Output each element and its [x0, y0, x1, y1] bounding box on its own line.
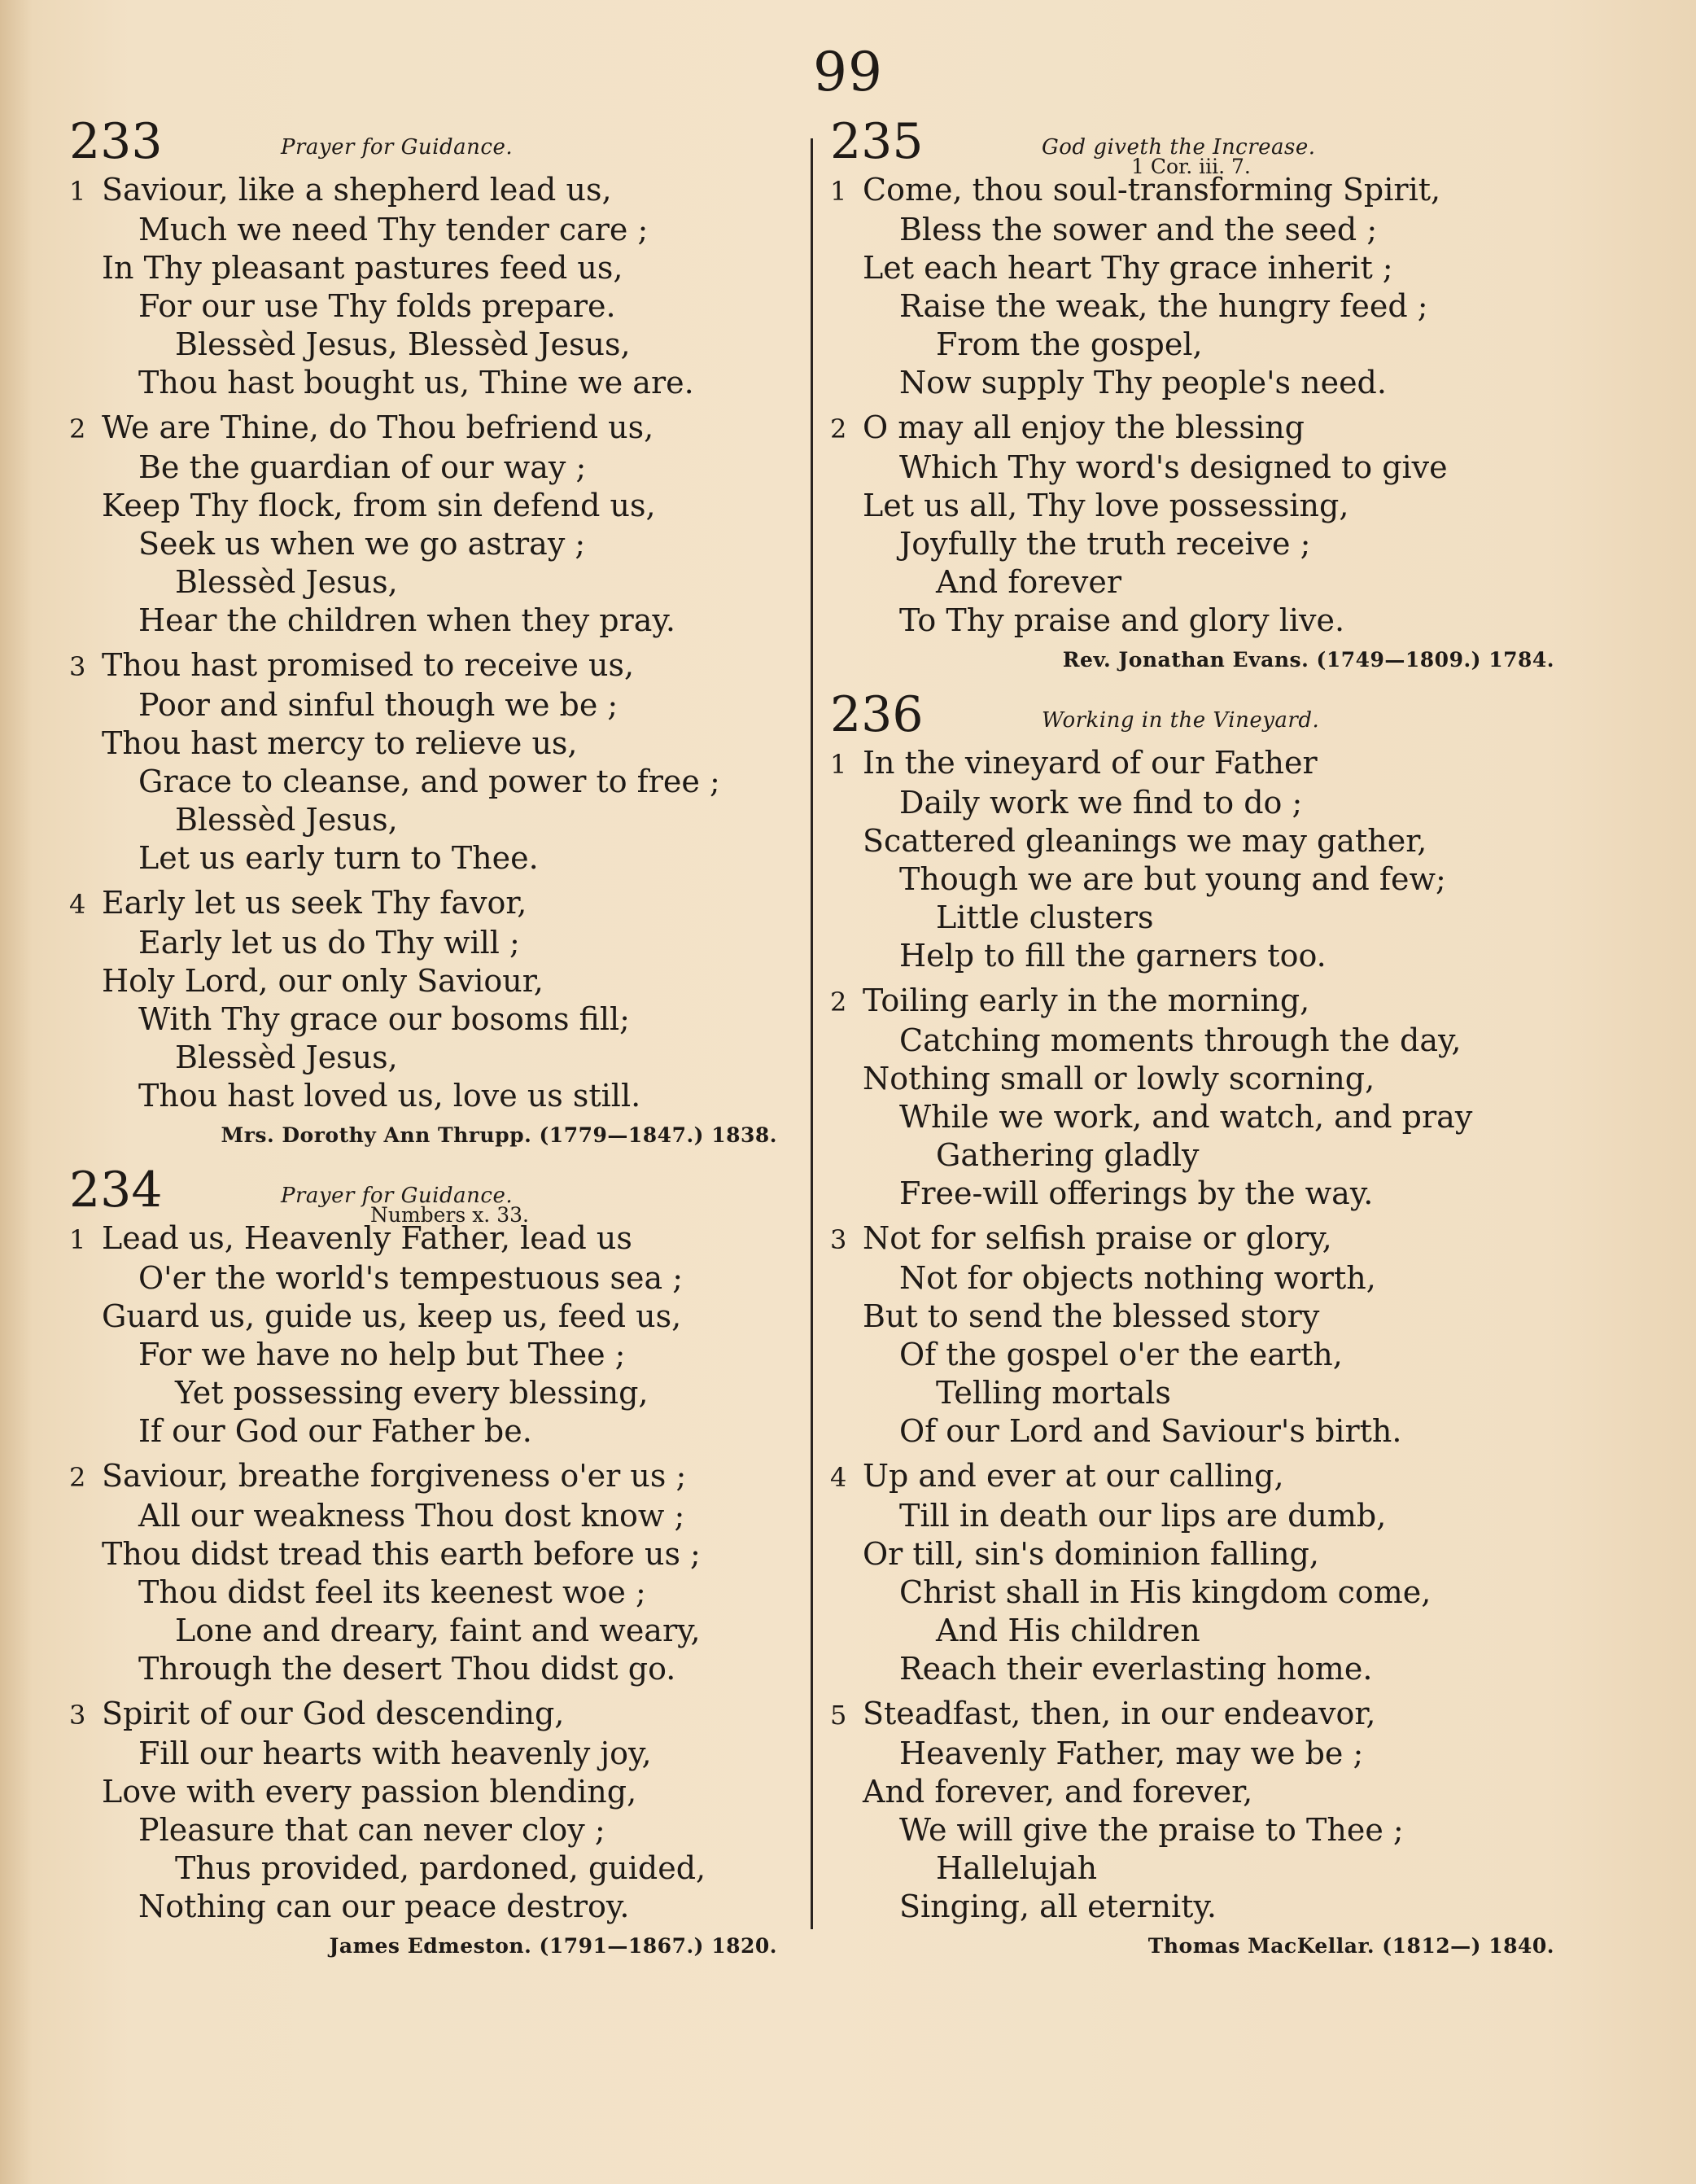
- verse-text: Or till, sin's dominion falling,: [863, 1536, 1319, 1572]
- verse-text: Early let us seek Thy favor,: [102, 885, 527, 921]
- verse-line: [863, 899, 1563, 937]
- verse-text: Come, thou soul-transforming Spirit,: [863, 172, 1441, 208]
- verse-line: [863, 1136, 1563, 1175]
- verse-line: [863, 1374, 1563, 1412]
- verse-text: Not for selfish praise or glory,: [863, 1220, 1332, 1256]
- scripture-reference: 1 Cor. iii. 7.: [1131, 155, 1251, 178]
- hymn-header: [69, 113, 785, 171]
- verse-text: While we work, and watch, and pray: [899, 1099, 1473, 1135]
- verse-text: If our God our Father be.: [138, 1413, 532, 1449]
- verse-line: [102, 724, 785, 763]
- verse-line: [102, 1888, 785, 1926]
- verse-line: [102, 1039, 785, 1077]
- verse-text: Saviour, breathe forgiveness o'er us ;: [102, 1458, 687, 1494]
- verse-text: From the gospel,: [936, 326, 1203, 362]
- verse-line: [102, 1298, 785, 1336]
- verse-line: [863, 1497, 1563, 1535]
- verse-text: Up and ever at our calling,: [863, 1458, 1284, 1494]
- author-credit: Rev. Jonathan Evans. (1749—1809.) 1784.: [1062, 648, 1554, 672]
- stanza-number: 4: [69, 889, 86, 920]
- verse-line: [102, 525, 785, 563]
- verse-text: Help to fill the garners too.: [899, 938, 1327, 974]
- stanza-number: 1: [69, 176, 86, 207]
- verse-line: [102, 1077, 785, 1115]
- verse-text: Lead us, Heavenly Father, lead us: [102, 1220, 632, 1256]
- verse-line: [102, 211, 785, 249]
- left-column: [69, 113, 785, 1981]
- stanza: [830, 1695, 1563, 1926]
- verse-line: [102, 924, 785, 962]
- stanza-number: 2: [69, 1462, 86, 1493]
- verse-line: [830, 1695, 1563, 1735]
- stanza: [830, 1457, 1563, 1688]
- verse-text: Though we are but young and few;: [899, 861, 1446, 897]
- verse-text: Singing, all eternity.: [899, 1889, 1217, 1924]
- verse-line: [102, 563, 785, 602]
- verse-text: Heavenly Father, may we be ;: [899, 1735, 1364, 1771]
- verse-line: [863, 364, 1563, 402]
- verse-text: And forever, and forever,: [863, 1774, 1253, 1810]
- verse-line: [102, 1535, 785, 1573]
- verse-line: [102, 1773, 785, 1811]
- verse-line: [102, 487, 785, 525]
- verse-line: [830, 1219, 1563, 1259]
- verse-line: [863, 487, 1563, 525]
- hymn-number: 234: [69, 1162, 163, 1219]
- verse-text: All our weakness Thou dost know ;: [138, 1498, 685, 1534]
- verse-line: [863, 1849, 1563, 1888]
- hymn-233: [69, 113, 785, 1149]
- verse-text: We will give the praise to Thee ;: [899, 1812, 1404, 1848]
- verse-line: [863, 1022, 1563, 1060]
- verse-line: [830, 1457, 1563, 1497]
- verse-text: In Thy pleasant pastures feed us,: [102, 250, 623, 286]
- author-credit: Thomas MacKellar. (1812—) 1840.: [1147, 1934, 1554, 1958]
- verse-line: [69, 884, 785, 924]
- verse-text: Of the gospel o'er the earth,: [899, 1337, 1343, 1372]
- verse-line: [863, 784, 1563, 822]
- verse-line: [69, 646, 785, 686]
- verse-line: [102, 1000, 785, 1039]
- verse-text: But to send the blessed story: [863, 1298, 1320, 1334]
- verse-line: [863, 1535, 1563, 1573]
- verse-line: [863, 937, 1563, 975]
- stanza: [830, 744, 1563, 975]
- verse-text: In the vineyard of our Father: [863, 745, 1318, 781]
- verse-text: Fill our hearts with heavenly joy,: [138, 1735, 652, 1771]
- verse-line: [830, 982, 1563, 1022]
- verse-text: Thou didst tread this earth before us ;: [102, 1536, 701, 1572]
- page-number: 99: [813, 41, 883, 103]
- verse-line: [830, 744, 1563, 784]
- verse-line: [863, 563, 1563, 602]
- verse-line: [102, 1497, 785, 1535]
- stanza: [69, 884, 785, 1115]
- verse-line: [102, 602, 785, 640]
- verse-line: [863, 1811, 1563, 1849]
- hymn-title: Prayer for Guidance.: [281, 135, 514, 160]
- stanza: [69, 1457, 785, 1688]
- verse-text: Thou hast promised to receive us,: [102, 647, 635, 683]
- verse-line: [863, 449, 1563, 487]
- verse-text: Of our Lord and Saviour's birth.: [899, 1413, 1402, 1449]
- stanza: [830, 982, 1563, 1213]
- verse-text: Seek us when we go astray ;: [138, 526, 586, 562]
- verse-text: Joyfully the truth receive ;: [899, 526, 1311, 562]
- verse-text: Steadfast, then, in our endeavor,: [863, 1696, 1376, 1731]
- verse-text: Thou hast mercy to relieve us,: [102, 725, 578, 761]
- author-credit: Mrs. Dorothy Ann Thrupp. (1779—1847.) 1838.: [221, 1123, 777, 1147]
- verse-line: [863, 1888, 1563, 1926]
- hymn-title: Prayer for Guidance.: [281, 1184, 514, 1208]
- verse-line: [863, 1412, 1563, 1451]
- verse-text: And forever: [936, 564, 1122, 600]
- verse-line: [102, 449, 785, 487]
- hymn-header: [69, 1162, 785, 1227]
- verse-line: [102, 1412, 785, 1451]
- author-credit: James Edmeston. (1791—1867.) 1820.: [329, 1934, 777, 1958]
- verse-line: [863, 1573, 1563, 1612]
- verse-line: [102, 839, 785, 878]
- verse-text: Reach their everlasting home.: [899, 1651, 1373, 1687]
- right-column: [830, 113, 1563, 1981]
- verse-line: [102, 1374, 785, 1412]
- verse-text: Gathering gladly: [936, 1137, 1200, 1173]
- stanza: [830, 171, 1563, 402]
- verse-line: [863, 822, 1563, 860]
- stanza-number: 3: [69, 1700, 86, 1731]
- hymn-number: 236: [830, 686, 924, 743]
- verse-text: Nothing small or lowly scorning,: [863, 1061, 1375, 1096]
- stanza-number: 2: [69, 414, 86, 444]
- verse-text: Through the desert Thou didst go.: [138, 1651, 676, 1687]
- hymn-header: [830, 686, 1563, 744]
- verse-text: Guard us, guide us, keep us, feed us,: [102, 1298, 682, 1334]
- verse-text: Blessèd Jesus,: [175, 564, 398, 600]
- verse-line: [102, 1259, 785, 1298]
- stanza-number: 2: [830, 414, 847, 444]
- hymn-234: [69, 1162, 785, 1960]
- verse-line: [863, 1060, 1563, 1098]
- stanza: [69, 646, 785, 878]
- verse-text: Bless the sower and the seed ;: [899, 212, 1378, 247]
- verse-line: [863, 211, 1563, 249]
- verse-line: [102, 287, 785, 326]
- verse-text: Daily work we find to do ;: [899, 785, 1303, 821]
- verse-line: [863, 1175, 1563, 1213]
- verse-text: Telling mortals: [936, 1375, 1171, 1411]
- verse-text: Catching moments through the day,: [899, 1022, 1462, 1058]
- verse-text: Blessèd Jesus, Blessèd Jesus,: [175, 326, 631, 362]
- stanza-number: 5: [830, 1700, 847, 1731]
- verse-text: O may all enjoy the blessing: [863, 409, 1305, 445]
- verse-text: Keep Thy flock, from sin defend us,: [102, 488, 656, 523]
- verse-line: [102, 249, 785, 287]
- verse-text: Hallelujah: [936, 1850, 1098, 1886]
- verse-text: Spirit of our God descending,: [102, 1696, 565, 1731]
- verse-text: Little clusters: [936, 899, 1154, 935]
- hymn-title: God giveth the Increase.: [1042, 135, 1316, 160]
- stanza: [69, 171, 785, 402]
- hymn-header: [830, 113, 1563, 178]
- verse-text: To Thy praise and glory live.: [899, 602, 1345, 638]
- stanza: [69, 409, 785, 640]
- verse-line: [69, 171, 785, 211]
- stanza-number: 1: [830, 749, 847, 780]
- verse-line: [102, 326, 785, 364]
- verse-text: Not for objects nothing worth,: [899, 1260, 1376, 1296]
- verse-text: Grace to cleanse, and power to free ;: [138, 764, 720, 799]
- verse-text: Blessèd Jesus,: [175, 1039, 398, 1075]
- verse-text: Thus provided, pardoned, guided,: [175, 1850, 706, 1886]
- verse-text: Now supply Thy people's need.: [899, 365, 1387, 400]
- stanza-number: 1: [830, 176, 847, 207]
- verse-line: [102, 1650, 785, 1688]
- verse-text: Toiling early in the morning,: [863, 983, 1310, 1018]
- verse-line: [863, 249, 1563, 287]
- verse-line: [863, 1098, 1563, 1136]
- verse-line: [69, 1457, 785, 1497]
- verse-line: [102, 962, 785, 1000]
- verse-text: Let us all, Thy love possessing,: [863, 488, 1349, 523]
- verse-text: Yet possessing every blessing,: [175, 1375, 649, 1411]
- verse-line: [102, 1612, 785, 1650]
- stanza: [830, 1219, 1563, 1451]
- verse-text: Lone and dreary, faint and weary,: [175, 1613, 701, 1648]
- scripture-reference: Numbers x. 33.: [370, 1203, 529, 1227]
- hymn-number: 235: [830, 113, 924, 170]
- hymn-number: 233: [69, 113, 163, 170]
- verse-text: Scattered gleanings we may gather,: [863, 823, 1427, 859]
- verse-text: Much we need Thy tender care ;: [138, 212, 649, 247]
- stanza-number: 3: [69, 651, 86, 682]
- verse-text: Thou didst feel its keenest woe ;: [138, 1574, 646, 1610]
- verse-text: Poor and sinful though we be ;: [138, 687, 619, 723]
- hymn-title: Working in the Vineyard.: [1042, 708, 1320, 733]
- verse-text: Which Thy word's designed to give: [899, 449, 1448, 485]
- stanza: [830, 409, 1563, 640]
- verse-line: [102, 763, 785, 801]
- verse-text: Love with every passion blending,: [102, 1774, 637, 1810]
- verse-line: [830, 409, 1563, 449]
- verse-line: [863, 1259, 1563, 1298]
- verse-text: Hear the children when they pray.: [138, 602, 675, 638]
- verse-text: For our use Thy folds prepare.: [138, 288, 616, 324]
- verse-line: [863, 1612, 1563, 1650]
- verse-text: We are Thine, do Thou befriend us,: [102, 409, 654, 445]
- verse-line: [863, 326, 1563, 364]
- verse-text: Holy Lord, our only Saviour,: [102, 963, 544, 999]
- verse-text: Raise the weak, the hungry feed ;: [899, 288, 1428, 324]
- verse-text: Early let us do Thy will ;: [138, 925, 520, 961]
- verse-line: [863, 287, 1563, 326]
- stanza-number: 3: [830, 1224, 847, 1255]
- hymn-236: [830, 686, 1563, 1960]
- verse-line: [863, 1773, 1563, 1811]
- verse-text: Let us early turn to Thee.: [138, 840, 539, 876]
- verse-line: [863, 860, 1563, 899]
- stanza: [69, 1695, 785, 1926]
- verse-text: Pleasure that can never cloy ;: [138, 1812, 605, 1848]
- hymn-235: [830, 113, 1563, 674]
- verse-text: Thou hast loved us, love us still.: [138, 1078, 641, 1114]
- verse-line: [102, 801, 785, 839]
- verse-text: Thou hast bought us, Thine we are.: [138, 365, 694, 400]
- verse-line: [69, 1695, 785, 1735]
- verse-line: [863, 1298, 1563, 1336]
- verse-text: Free-will offerings by the way.: [899, 1175, 1374, 1211]
- stanza-number: 2: [830, 987, 847, 1018]
- verse-line: [863, 602, 1563, 640]
- verse-text: Be the guardian of our way ;: [138, 449, 587, 485]
- verse-line: [102, 364, 785, 402]
- verse-line: [102, 686, 785, 724]
- verse-line: [863, 1735, 1563, 1773]
- verse-line: [102, 1811, 785, 1849]
- verse-line: [69, 409, 785, 449]
- verse-text: O'er the world's tempestuous sea ;: [138, 1260, 684, 1296]
- verse-text: Blessèd Jesus,: [175, 802, 398, 838]
- verse-text: Let each heart Thy grace inherit ;: [863, 250, 1393, 286]
- verse-text: Till in death our lips are dumb,: [899, 1498, 1387, 1534]
- verse-line: [863, 525, 1563, 563]
- verse-line: [102, 1849, 785, 1888]
- verse-line: [863, 1650, 1563, 1688]
- verse-line: [102, 1336, 785, 1374]
- verse-line: [102, 1735, 785, 1773]
- verse-line: [863, 1336, 1563, 1374]
- stanza-number: 1: [69, 1224, 86, 1255]
- column-divider: [811, 138, 813, 1929]
- verse-text: Saviour, like a shepherd lead us,: [102, 172, 612, 208]
- verse-text: Nothing can our peace destroy.: [138, 1889, 630, 1924]
- stanza-number: 4: [830, 1462, 847, 1493]
- verse-text: For we have no help but Thee ;: [138, 1337, 626, 1372]
- verse-line: [102, 1573, 785, 1612]
- stanza: [69, 1219, 785, 1451]
- verse-text: With Thy grace our bosoms fill;: [138, 1001, 630, 1037]
- verse-text: And His children: [936, 1613, 1200, 1648]
- verse-text: Christ shall in His kingdom come,: [899, 1574, 1432, 1610]
